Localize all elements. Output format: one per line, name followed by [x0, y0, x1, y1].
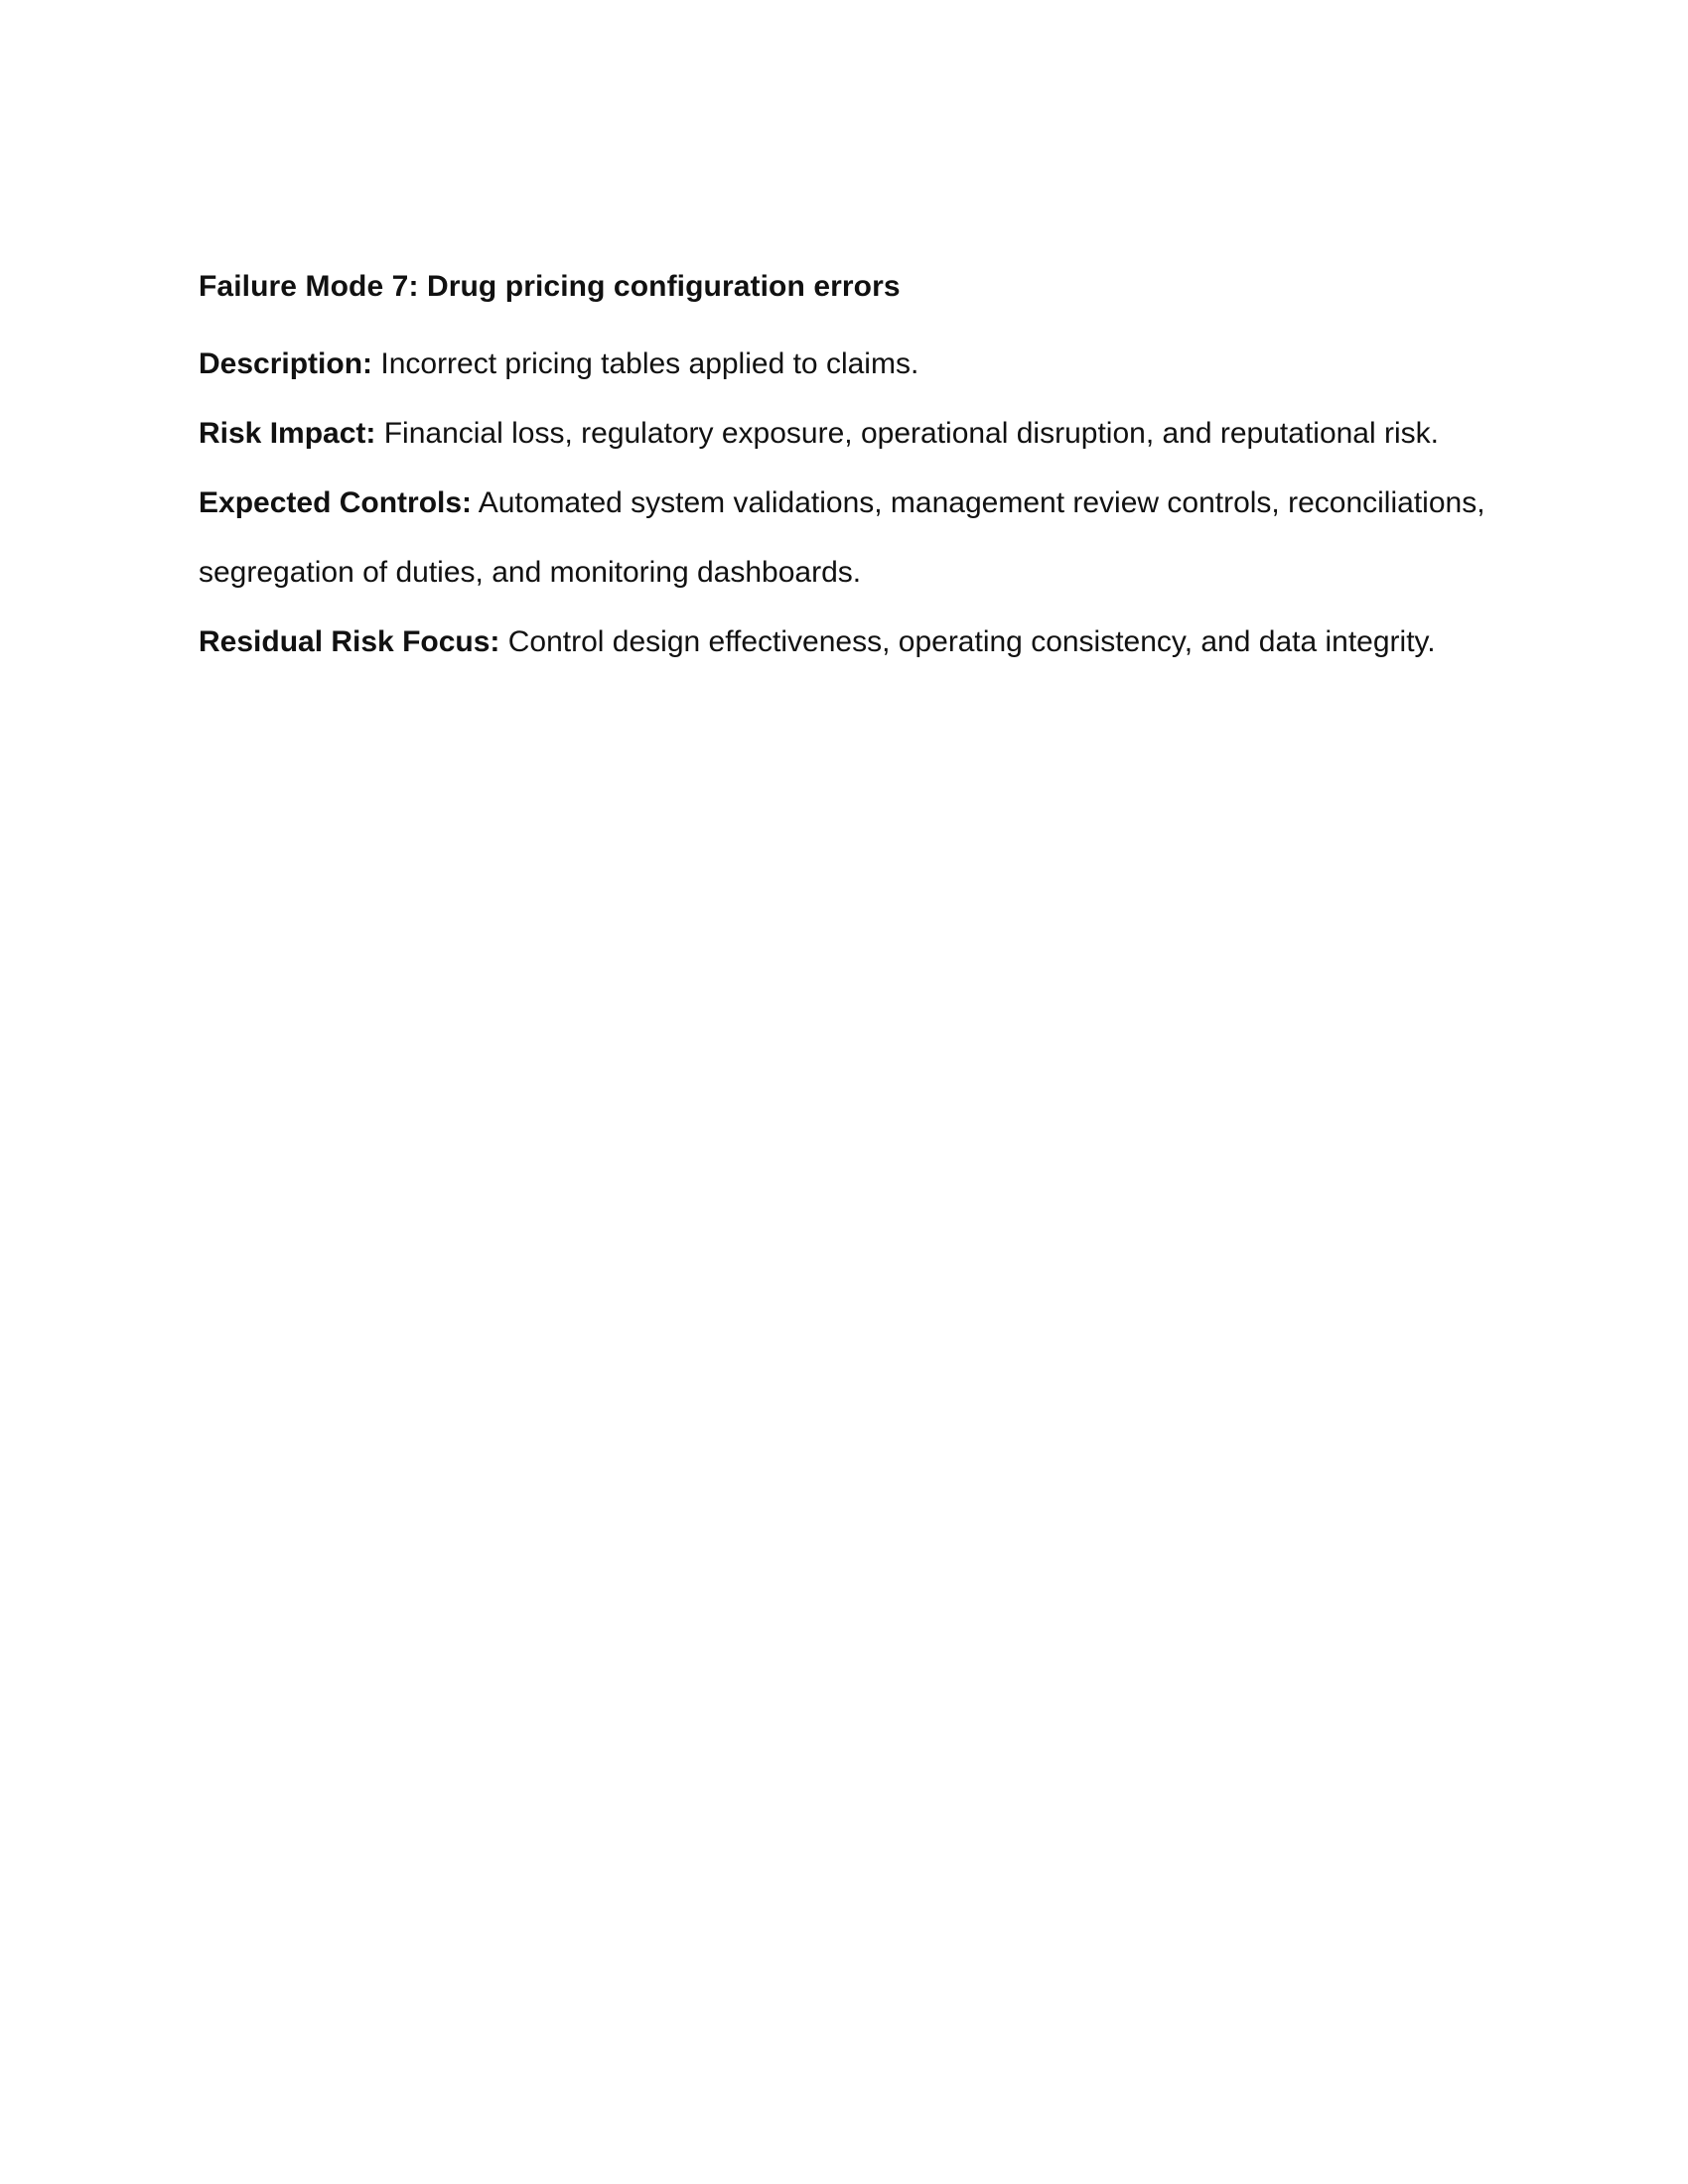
- risk-impact-label: Risk Impact:: [199, 417, 376, 450]
- expected-controls-label: Expected Controls:: [199, 486, 473, 519]
- risk-impact-paragraph: [199, 410, 1489, 458]
- risk-impact-text: Financial loss, regulatory exposure, operational disruption, and reputational risk.: [375, 417, 1439, 450]
- residual-risk-focus-paragraph: [199, 618, 1489, 666]
- description-label: Description:: [199, 347, 373, 380]
- description-paragraph: [199, 341, 1489, 388]
- document-content: [199, 263, 1489, 688]
- residual-risk-focus-label: Residual Risk Focus:: [199, 625, 500, 658]
- residual-risk-focus-text: Control design effectiveness, operating consistency, and data integrity.: [499, 625, 1436, 658]
- expected-controls-paragraph: [199, 479, 1489, 527]
- failure-mode-heading: Failure Mode 7: Drug pricing configuration errors: [199, 270, 901, 303]
- expected-controls-text: Automated system validations, management review controls, reconciliations,: [472, 486, 1485, 519]
- description-text: Incorrect pricing tables applied to claims.: [372, 347, 919, 380]
- expected-controls-continuation: segregation of duties, and monitoring dashboards.: [199, 556, 862, 589]
